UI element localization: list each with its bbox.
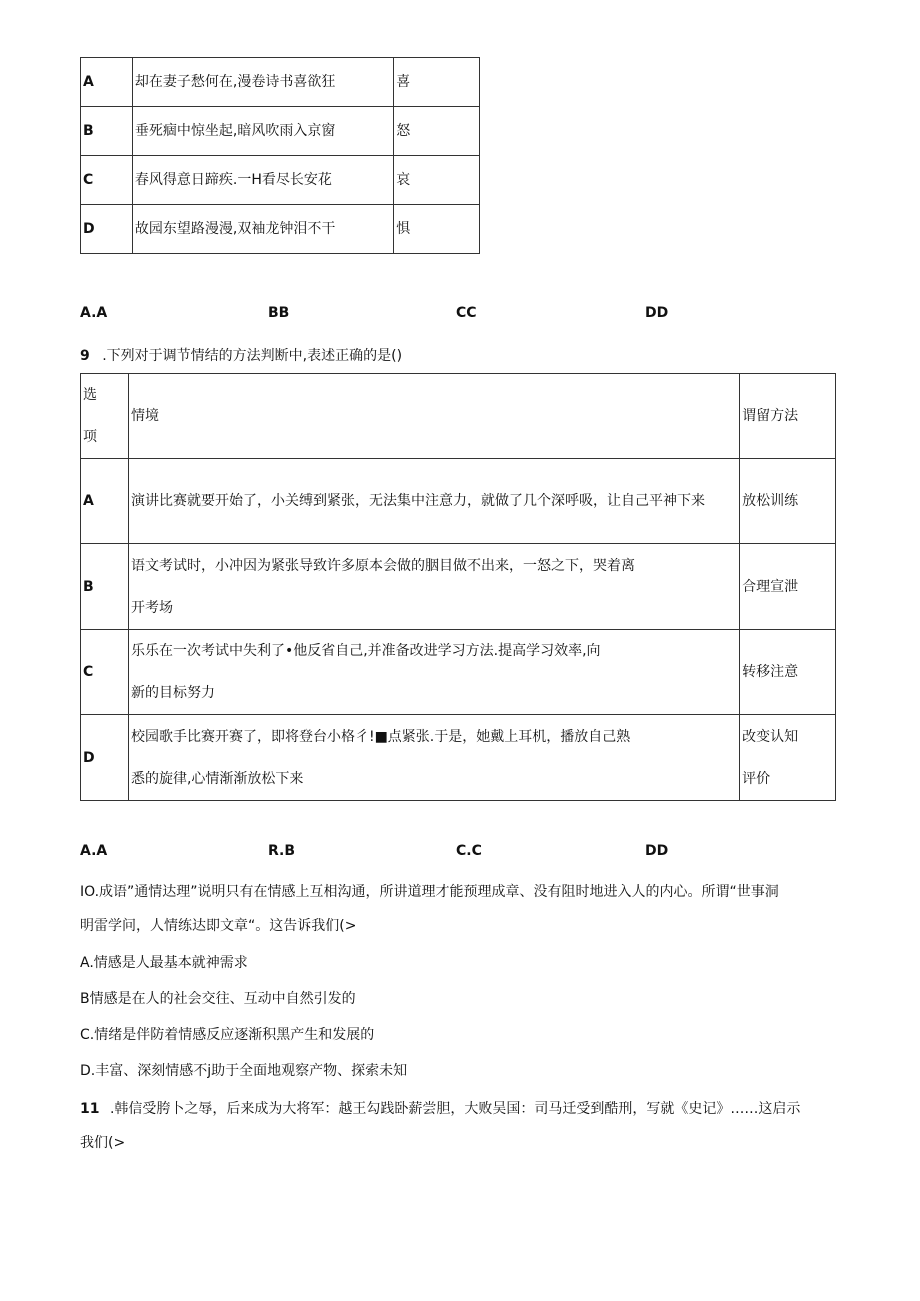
table-row (81, 544, 836, 630)
emotion-text: 怒 (394, 107, 480, 156)
answer-option-c: C.C (456, 843, 482, 859)
emotion-text: 喜 (394, 58, 480, 107)
answer-option-d: DD (645, 843, 669, 859)
option-c: C.情绪是伴防着情感反应逐渐积黑产生和发展的 (80, 1027, 375, 1043)
question-text: .韩信受胯卜之辱，后来成为大将军：越王勾践卧薪尝胆，大败吴国：司马迁受到酷刑，写就《史记》……这启示 (109, 1101, 801, 1117)
header-method: 谓留方法 (740, 374, 836, 459)
header-scenario: 情境 (128, 374, 739, 459)
answer-option-c: CC (456, 305, 477, 321)
table-header-row (81, 374, 836, 459)
option-label: B (81, 107, 133, 156)
question-number: 11 (80, 1101, 100, 1117)
scenario-text: 演讲比赛就要开始了，小关缚到紧张，无法集中注意力，就做了几个深呼吸，让自己平神下来 (128, 459, 739, 544)
option-label: D (81, 205, 133, 254)
option-d: D.丰富、深刻情感不j助于全面地观察产物、探索未知 (80, 1063, 408, 1079)
answer-option-a: A.A (80, 843, 108, 859)
question-text: .下列对于调节情结的方法判断中,表述正确的是() (102, 348, 403, 364)
poem-text: 春风得意日蹄疾.一H看尽长安花 (132, 156, 393, 205)
answer-option-b: R.B (268, 843, 296, 859)
answer-option-d: DD (645, 305, 669, 321)
table-row (81, 630, 836, 715)
method-text: 合理宣泄 (740, 544, 836, 630)
answer-option-a: A.A (80, 305, 108, 321)
option-label: B (81, 544, 129, 630)
emotion-regulation-table (80, 373, 836, 801)
option-b: B情感是在人的社会交往、互动中自然引发的 (80, 991, 356, 1007)
emotion-text: 惧 (394, 205, 480, 254)
option-label: C (81, 630, 129, 715)
scenario-text: 乐乐在一次考试中失利了•他反省自己,并准备改进学习方法.提高学习效率,向 新的目标努力 (128, 630, 739, 715)
scenario-text: 语文考试时，小冲因为紧张导致许多原本会做的胭目做不出来，一怒之下，哭着离 开考场 (128, 544, 739, 630)
question-11-line2: 我们(> (80, 1135, 126, 1151)
method-text: 改变认知 评价 (740, 715, 836, 801)
option-label: D (81, 715, 129, 801)
method-text: 转移注意 (740, 630, 836, 715)
poem-text: 垂死痼中惊坐起,暗风吹雨入京窗 (132, 107, 393, 156)
scenario-text: 校园歌手比赛开赛了，即将登台小格彳!■点紧张.于是，她戴上耳机，播放自己熟 悉的旋律,心情渐渐放松下来 (128, 715, 739, 801)
option-label: C (81, 156, 133, 205)
option-label: A (81, 58, 133, 107)
table-row (81, 715, 836, 801)
table-row (81, 459, 836, 544)
option-a: A.情感是人最基本就神需求 (80, 955, 248, 971)
question-9 (80, 345, 402, 365)
table-row (81, 107, 480, 156)
table-row (81, 58, 480, 107)
poem-emotion-table (80, 57, 480, 254)
method-text: 放松训练 (740, 459, 836, 544)
poem-text: 故园东望路漫漫,双袖龙钟泪不干 (132, 205, 393, 254)
option-label: A (81, 459, 129, 544)
poem-text: 却在妻子愁何在,漫卷诗书喜欲狂 (132, 58, 393, 107)
emotion-text: 哀 (394, 156, 480, 205)
question-11-line1 (80, 1098, 800, 1118)
answer-option-b: BB (268, 305, 290, 321)
question-10-line2: 明雷学问，人情练达即文章“。这告诉我们(> (80, 918, 357, 934)
question-number: 9 (80, 348, 90, 364)
table-row (81, 156, 480, 205)
table-row (81, 205, 480, 254)
header-option: 选 项 (81, 374, 129, 459)
question-10-line1: IO.成语”通情达理”说明只有在情感上互相沟通，所讲道理才能预理成章、没有阻时地进入人的内心。所谓“世事洞 (80, 884, 779, 900)
